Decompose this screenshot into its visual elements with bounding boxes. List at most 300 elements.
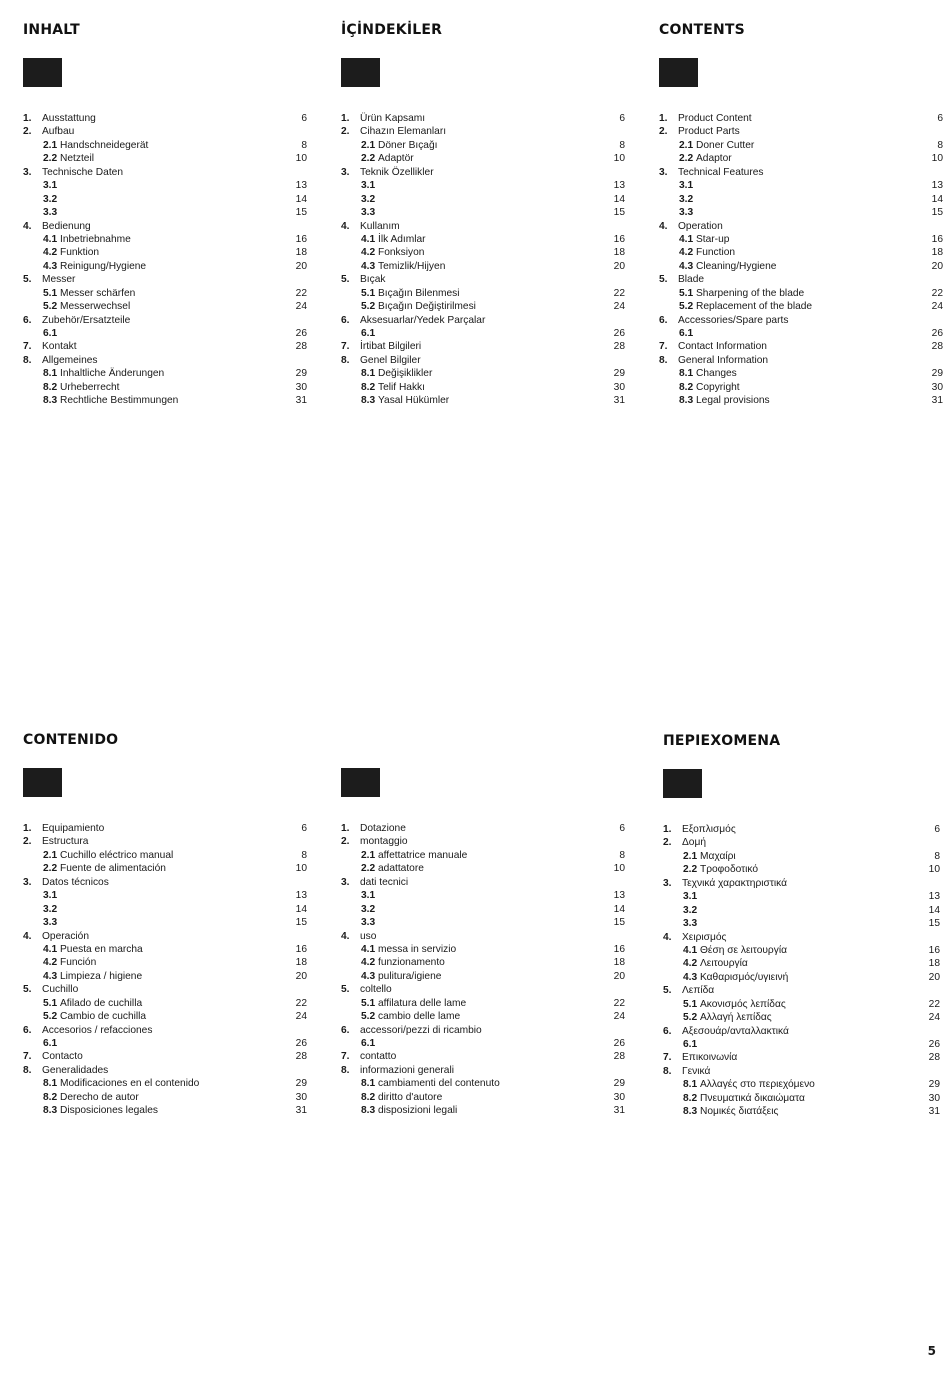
toc-entry-number: 5.2 [361,301,376,313]
toc-entry-number: 2.1 [43,139,58,151]
toc-entry-number: 6. [663,1025,672,1037]
toc-entry-label: Τεχνικά χαρακτηριστικά [682,877,787,889]
toc-entry-page: 18 [613,957,625,969]
toc-entry-label: Limpieza / higiene [60,970,143,982]
toc-entry-page: 20 [613,260,625,272]
toc-entry-label: Αλλαγή λεπίδας [700,1012,772,1024]
toc-entry [663,1051,940,1064]
toc-entry-label: Fuente de alimentación [60,863,166,875]
toc-entry-label: Aksesuarlar/Yedek Parçalar [360,314,486,326]
toc-entry-number: 3.3 [43,917,58,929]
toc-entry [341,1050,625,1063]
toc-subentry [663,863,940,876]
toc-subentry [341,287,625,300]
toc-entry-number: 4.2 [43,957,58,969]
toc-entry-number: 6. [659,314,668,326]
toc-entry-label: Γενικά [682,1065,711,1077]
toc-entry [341,112,625,125]
toc-entry [23,112,307,125]
toc-entry-number: 5. [341,274,350,286]
toc-entry [23,220,307,233]
toc-entry-label: Ürün Kapsamı [360,113,426,124]
toc-entry-number: 5. [341,984,350,996]
toc-entry-page: 16 [295,233,307,245]
toc-entry [663,984,940,997]
toc-entry-label: Αλλαγές στο περιεχόμενο [700,1079,815,1091]
toc-entry-page: 22 [295,997,307,1009]
toc-subentry [23,1077,307,1090]
toc-entry-page: 30 [295,1091,307,1103]
toc-subentry [659,233,943,246]
toc-entry-label: Bıçağın Değiştirilmesi [378,301,476,313]
toc-entry-label: Dotazione [360,823,406,834]
toc-subentry [23,152,307,165]
toc-entry-number: 4.2 [683,958,698,970]
toc-entry-page: 13 [613,180,625,192]
toc-entry-label: Sharpening of the blade [696,287,805,299]
toc-entry-page: 14 [931,193,943,205]
toc-entry-label: Allgemeines [42,354,98,366]
toc-entry-label: Döner Bıçağı [378,139,438,151]
toc-entry-page: 15 [295,917,307,929]
toc-entry-page: 31 [613,1105,625,1117]
toc-entry [23,822,307,835]
toc-entry-page: 30 [931,381,943,393]
toc-entry-page: 15 [613,917,625,929]
toc-entry-label: Contacto [42,1051,83,1063]
toc-entry-page: 13 [928,891,940,903]
toc-entry-label: Yasal Hükümler [378,395,450,407]
toc-entry-page: 29 [928,1079,940,1091]
toc-section-german [23,20,307,408]
toc-entry-page: 18 [295,247,307,259]
toc-subentry [23,956,307,969]
toc-entry-label: Cuchillo [42,984,79,996]
toc-entry-number: 1. [23,823,32,834]
toc-entry-page: 26 [295,328,307,339]
toc-entry-label: Ausstattung [42,113,96,124]
toc-entry [341,273,625,286]
toc-entry [663,877,940,890]
section-marker [663,769,702,798]
toc-subentry [663,1011,940,1024]
toc-entry-page: 8 [301,139,307,151]
toc-list [23,112,307,408]
toc-subentry [663,917,940,930]
toc-entry-page: 16 [613,943,625,955]
toc-subentry [659,139,943,152]
toc-entry [23,1024,307,1037]
toc-entry-page: 14 [928,904,940,916]
toc-entry-label: disposizioni legali [378,1105,458,1117]
toc-entry-page: 31 [928,1106,940,1118]
toc-entry-number: 5.1 [361,287,376,299]
toc-entry-number: 2. [341,836,350,848]
toc-entry-label: Kullanım [360,220,400,232]
toc-entry-label: diritto d'autore [378,1091,443,1103]
toc-entry-number: 8. [341,1064,350,1076]
toc-entry-page: 18 [928,958,940,970]
toc-entry-number: 7. [23,1051,32,1063]
page-number: 5 [927,1344,936,1358]
toc-section-italian [341,730,625,1118]
toc-entry-page: 10 [295,153,307,165]
toc-entry-label: Adaptor [696,153,732,165]
toc-entry-page: 22 [613,997,625,1009]
toc-entry-label: Product Content [678,113,752,124]
toc-entry-label: Equipamiento [42,823,105,834]
toc-entry-number: 4. [23,220,32,232]
toc-entry-number: 4.2 [361,957,376,969]
toc-entry-page: 10 [931,153,943,165]
toc-entry-label: Χειρισμός [682,931,727,943]
toc-entry-number: 4. [663,931,672,943]
toc-entry [23,125,307,138]
toc-entry-page: 24 [295,1011,307,1023]
toc-entry-page: 29 [295,1078,307,1090]
toc-subentry [23,367,307,380]
toc-entry-label: dati tecnici [360,876,409,888]
toc-subentry [23,246,307,259]
toc-entry-number: 4.3 [683,971,698,983]
toc-entry-label: coltello [360,984,392,996]
toc-entry-number: 3.1 [361,180,376,192]
toc-entry-label: Λεπίδα [682,985,715,997]
toc-entry-label: Messer [42,274,76,286]
toc-subentry [663,850,940,863]
toc-entry-number: 8.2 [679,381,694,393]
toc-entry-page: 13 [613,890,625,902]
toc-list [663,823,940,1119]
toc-entry-number: 3. [23,166,32,178]
toc-entry [23,166,307,179]
toc-entry-label: Netzteil [60,153,94,165]
toc-entry-label: Rechtliche Bestimmungen [60,395,179,407]
toc-entry-number: 6.1 [361,1038,376,1049]
toc-entry-page: 16 [295,943,307,955]
toc-entry-page: 6 [619,113,625,124]
section-title: INHALT [23,22,80,38]
toc-subentry [663,1105,940,1118]
toc-entry-label: Afilado de cuchilla [60,997,143,1009]
toc-entry-label: Legal provisions [696,395,770,407]
toc-entry-label: uso [360,930,377,942]
toc-entry-page: 24 [613,1011,625,1023]
toc-entry-page: 29 [613,1078,625,1090]
toc-subentry [23,862,307,875]
toc-subentry [341,367,625,380]
toc-entry-label: Λειτουργία [700,958,748,970]
toc-entry-number: 3.2 [683,904,698,916]
toc-entry-page: 26 [613,328,625,339]
toc-entry-number: 8.1 [361,368,376,380]
toc-entry-number: 4. [341,930,350,942]
toc-entry-page: 13 [295,890,307,902]
toc-entry [341,314,625,327]
toc-entry-number: 2. [659,126,668,138]
toc-entry-number: 3.3 [683,918,698,930]
toc-entry-label: Aufbau [42,126,75,138]
toc-entry [23,930,307,943]
toc-entry-number: 8. [659,354,668,366]
toc-entry-label: Contact Information [678,341,767,353]
toc-entry-number: 3. [659,166,668,178]
toc-entry-page: 26 [928,1039,940,1050]
toc-entry [23,1064,307,1077]
toc-entry-page: 18 [931,247,943,259]
toc-entry-page: 26 [295,1038,307,1049]
toc-entry-number: 8.1 [683,1079,698,1091]
toc-entry-label: montaggio [360,836,408,848]
toc-entry-number: 6. [23,314,32,326]
toc-entry-number: 4. [659,220,668,232]
toc-entry [341,166,625,179]
toc-entry-number: 2.2 [43,863,58,875]
section-title: ΠΕΡΙΕΧΟΜΕΝΑ [663,733,781,749]
toc-entry-number: 5.2 [43,1011,58,1023]
toc-entry-label: Estructura [42,836,89,848]
toc-entry-page: 8 [934,850,940,862]
toc-subentry [341,862,625,875]
toc-subentry [341,381,625,394]
toc-entry [341,930,625,943]
toc-entry-page: 22 [931,287,943,299]
toc-entry-label: Επικοινωνία [682,1052,738,1064]
toc-entry-number: 5.1 [43,997,58,1009]
toc-subentry [341,1077,625,1090]
toc-entry-number: 2.1 [361,139,376,151]
toc-entry [23,876,307,889]
toc-entry-number: 6. [23,1024,32,1036]
toc-entry-number: 3. [23,876,32,888]
toc-subentry [341,394,625,407]
section-marker [659,58,698,87]
toc-entry-page: 31 [613,395,625,407]
toc-entry-page: 6 [934,824,940,835]
toc-entry-page: 15 [931,207,943,219]
toc-entry-label: Datos técnicos [42,876,109,888]
toc-subentry [341,246,625,259]
toc-entry-label: Νομικές διατάξεις [700,1106,779,1118]
toc-entry-label: Doner Cutter [696,139,755,151]
toc-list [23,822,307,1118]
toc-entry-label: Modificaciones en el contenido [60,1078,200,1090]
toc-entry-label: Cambio de cuchilla [60,1011,147,1023]
toc-entry-page: 16 [931,233,943,245]
toc-entry-label: informazioni generali [360,1064,455,1076]
toc-entry-number: 2.2 [361,863,376,875]
toc-entry-number: 3.2 [43,193,58,205]
toc-entry-label: funzionamento [378,957,445,969]
toc-entry [663,1065,940,1078]
toc-entry-label: Operación [42,930,90,942]
toc-entry [663,931,940,944]
toc-entry-page: 22 [928,998,940,1010]
toc-entry-number: 3.3 [679,207,694,219]
toc-entry-label: Handschneidegerät [60,139,149,151]
toc-entry-page: 31 [295,395,307,407]
toc-entry-number: 8.3 [43,1105,58,1117]
toc-subentry [341,1104,625,1117]
toc-entry-label: Copyright [696,381,740,393]
toc-entry-number: 4. [341,220,350,232]
toc-entry-number: 4.1 [43,943,58,955]
section-title: İÇİNDEKİLER [341,22,443,38]
toc-entry-page: 29 [931,368,943,380]
toc-entry-page: 14 [295,903,307,915]
toc-entry-number: 2. [23,836,32,848]
toc-entry-number: 7. [663,1052,672,1064]
toc-entry-label: Τροφοδοτικό [700,864,759,876]
toc-entry-label: Changes [696,368,737,380]
toc-subentry [663,998,940,1011]
toc-subentry [659,287,943,300]
toc-subentry [23,970,307,983]
toc-subentry [23,193,307,206]
toc-entry-page: 13 [931,180,943,192]
toc-entry-page: 26 [931,328,943,339]
toc-subentry [659,381,943,394]
toc-entry-number: 6.1 [361,328,376,339]
toc-entry [23,273,307,286]
toc-subentry [659,206,943,219]
toc-entry-number: 8.1 [679,368,694,380]
toc-list [659,112,943,408]
toc-subentry [23,1091,307,1104]
toc-entry-number: 1. [659,113,668,124]
toc-entry [341,1064,625,1077]
toc-entry [659,314,943,327]
toc-entry-label: Bedienung [42,220,91,232]
toc-entry-page: 6 [301,823,307,834]
toc-entry-number: 4.3 [361,260,376,272]
toc-subentry [23,997,307,1010]
toc-entry-label: Kontakt [42,341,77,353]
toc-entry-page: 24 [928,1012,940,1024]
toc-entry-label: Değişiklikler [378,368,433,380]
toc-entry-label: Cuchillo eléctrico manual [60,849,174,861]
toc-entry-page: 10 [928,864,940,876]
toc-entry-page: 30 [928,1092,940,1104]
toc-entry-label: Fonksiyon [378,247,425,259]
toc-entry-label: Accesorios / refacciones [42,1024,153,1036]
toc-entry-page: 10 [295,863,307,875]
toc-entry [659,220,943,233]
toc-subentry [341,997,625,1010]
toc-entry-number: 6. [341,314,350,326]
section-marker [23,58,62,87]
toc-entry-page: 8 [937,139,943,151]
toc-subentry [663,890,940,903]
toc-entry [659,354,943,367]
toc-entry-page: 15 [295,207,307,219]
section-title: CONTENIDO [23,732,119,748]
toc-entry [23,354,307,367]
toc-entry-label: Puesta en marcha [60,943,143,955]
toc-entry-number: 8. [341,354,350,366]
toc-entry-label: Replacement of the blade [696,301,813,313]
toc-entry-label: İlk Adımlar [378,233,426,245]
toc-entry-page: 24 [295,301,307,313]
toc-entry-label: Zubehör/Ersatzteile [42,314,131,326]
toc-entry-label: Δομή [682,837,707,849]
toc-subentry [659,367,943,380]
toc-entry-number: 1. [341,113,350,124]
toc-subentry [341,970,625,983]
toc-entry-number: 3.1 [679,180,694,192]
toc-entry-page: 6 [937,113,943,124]
toc-entry-page: 20 [295,970,307,982]
toc-subentry [23,903,307,916]
toc-subentry [341,1010,625,1023]
toc-entry-number: 3.3 [43,207,58,219]
toc-entry-number: 3.2 [361,903,376,915]
toc-subentry [23,206,307,219]
toc-entry-page: 22 [295,287,307,299]
toc-entry-number: 8.1 [361,1078,376,1090]
toc-entry-number: 4.1 [43,233,58,245]
toc-subentry [341,139,625,152]
toc-subentry [341,889,625,902]
toc-subentry [23,139,307,152]
toc-entry-label: Genel Bilgiler [360,354,421,366]
toc-entry-number: 5.2 [361,1011,376,1023]
toc-entry-page: 15 [928,918,940,930]
toc-entry-page: 31 [931,395,943,407]
toc-entry-number: 8.1 [43,1078,58,1090]
toc-entry-page: 6 [301,113,307,124]
toc-subentry [663,971,940,984]
toc-subentry [659,260,943,273]
toc-entry-number: 2.1 [679,139,694,151]
toc-entry-label: Product Parts [678,126,740,138]
toc-entry-label: cambiamenti del contenuto [378,1078,500,1090]
toc-entry-number: 8.3 [679,395,694,407]
toc-subentry [659,300,943,313]
toc-entry [659,273,943,286]
toc-entry-number: 5.2 [43,301,58,313]
section-marker [341,58,380,87]
toc-entry-number: 1. [341,823,350,834]
toc-subentry [341,1037,625,1050]
toc-entry-number: 1. [663,824,672,835]
toc-subentry [341,193,625,206]
toc-entry [23,314,307,327]
toc-entry-page: 20 [295,260,307,272]
toc-subentry [659,246,943,259]
toc-entry [23,1050,307,1063]
section-title [341,730,625,750]
toc-entry-label: cambio delle lame [378,1011,461,1023]
toc-entry-number: 8.2 [683,1092,698,1104]
toc-subentry [23,179,307,192]
toc-subentry [23,1104,307,1117]
toc-entry-number: 3. [341,876,350,888]
toc-entry-number: 8. [23,1064,32,1076]
toc-entry-number: 6.1 [43,1038,58,1049]
toc-entry-label: Εξοπλισμός [682,824,736,835]
section-title: CONTENTS [659,22,745,38]
toc-entry-page: 18 [295,957,307,969]
toc-entry-number: 3. [341,166,350,178]
toc-entry-number: 5. [23,274,32,286]
toc-subentry [341,206,625,219]
toc-entry-label: Operation [678,220,723,232]
toc-subentry [341,943,625,956]
toc-subentry [23,300,307,313]
toc-subentry [663,1092,940,1105]
toc-entry-number: 4.1 [679,233,694,245]
